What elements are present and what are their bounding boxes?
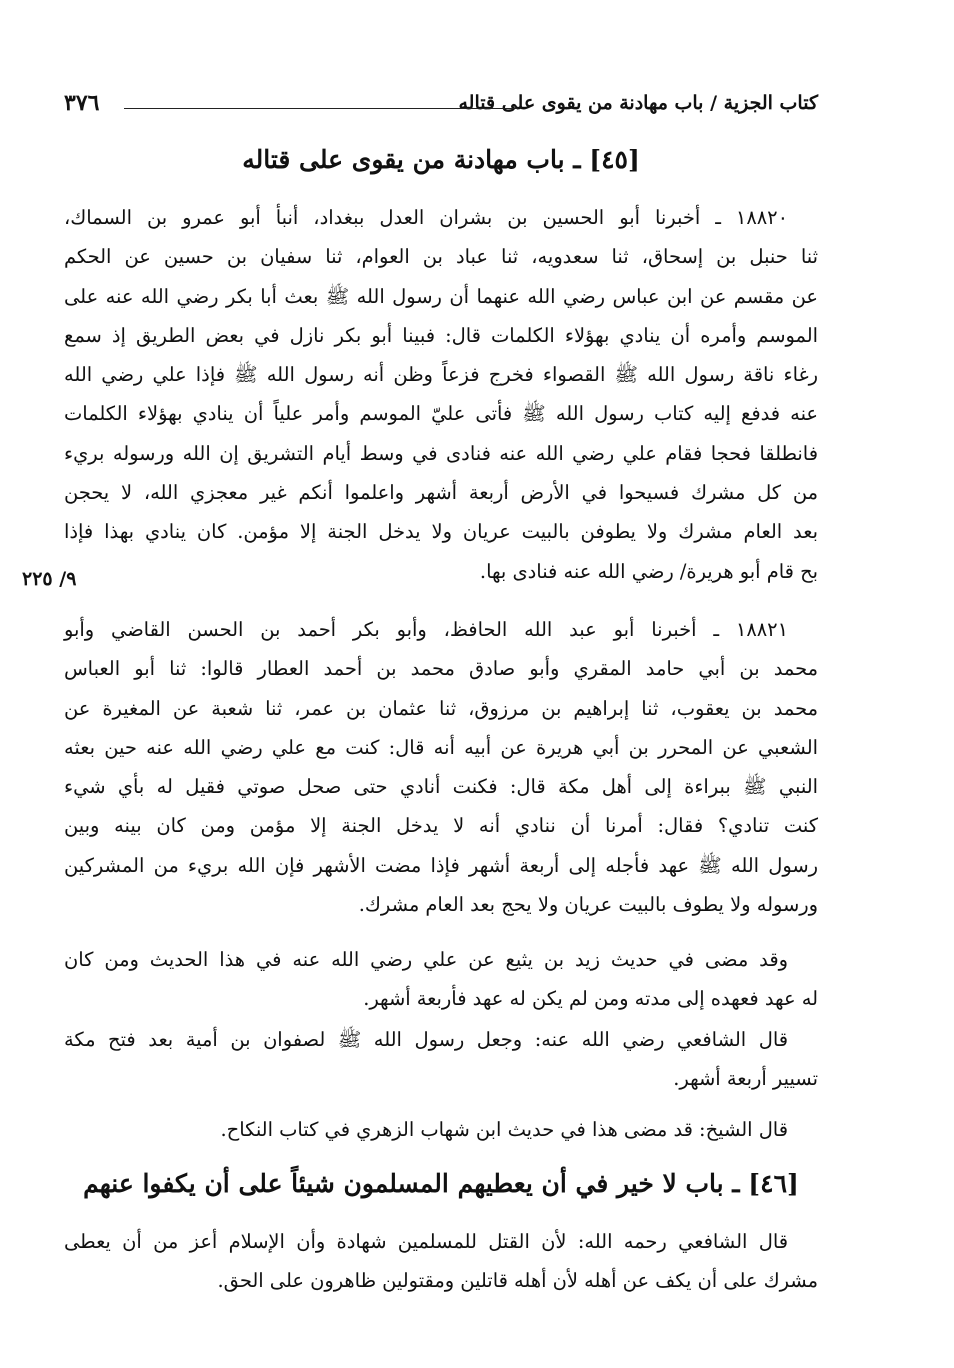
page-number: ٣٧٦ (64, 90, 100, 116)
note-paragraph (64, 1020, 818, 1099)
text-line: قال الشافعي رضي الله عنه: وجعل رسول الله ﷺ لصفوان بن أمية بعد فتح مكة (64, 1028, 788, 1051)
text-line: محمد بن يعقوب، ثنا إبراهيم بن مرزوق، ثنا عثمان بن عمر، ثنا شعبة عن المغيرة عن (64, 696, 818, 720)
text-line: من كل مشرك فسيحوا في الأرض أربعة أشهر واعلموا أنكم غير معجزي الله، لا يحجن (64, 481, 818, 505)
text-line: رسول الله ﷺ عهد فأجله إلى أربعة أشهر فإذا مضت الأشهر فإن الله بريء من المشركين (64, 853, 818, 877)
hadith-18820 (64, 198, 818, 591)
running-title: كتاب الجزية / باب مهادنة من يقوى على قتاله (458, 92, 818, 114)
page-header (64, 88, 818, 122)
text-line: بعد العام مشرك ولا يطوفن بالبيت عريان ولا يدخل الجنة إلا مؤمن. كان ينادي بهذا فإذا (64, 520, 818, 544)
text-line: عن مقسم عن ابن عباس رضي الله عنهما أن رسول الله ﷺ بعث أبا بكر رضي الله عنه على (64, 284, 818, 308)
text-line: وقد مضى في حديث زيد بن يثيع عن علي رضي الله عنه في هذا الحديث ومن كان (64, 948, 788, 971)
note-paragraph (64, 940, 818, 1019)
text-line: كنت تنادي؟ فقال: أمرنا أن ننادي أنه لا يدخل الجنة إلا مؤمن ومن كان بينه وبين (64, 814, 818, 838)
chapter-title-45: [٤٥] ـ باب مهادنة من يقوى على قتاله (242, 145, 640, 174)
text-line: النبي ﷺ ببراءة إلى أهل مكة قال: فكنت أنادي حتى صحل صوتي فقيل له بأي شيء (64, 775, 818, 799)
text-line: ثنا حنبل بن إسحاق، ثنا سعدويه، ثنا عباد بن العوام، ثنا سفيان بن حسين عن الحكم (64, 245, 818, 269)
text-line: ١٨٨٢١ ـ أخبرنا أبو عبد الله الحافظ، وأبو بكر أحمد بن الحسن القاضي وأبو (64, 618, 788, 641)
text-line: رغاء ناقة رسول الله ﷺ القصواء فخرج فزعاً وظن أنه رسول الله ﷺ فإذا علي رضي الله (64, 363, 818, 387)
text-line: فانطلقا فحجا فقام علي رضي الله عنه فنادى في وسط أيام التشريق إن الله ورسوله بريء (64, 441, 818, 465)
text-line: مشرك على أن يكف عن أهله لأن أهله قاتلين ومقتولين ظاهرون على الحق. (217, 1269, 818, 1293)
text-line: بح قام أبو هريرة/ رضي الله عنه فنادى بها. (479, 559, 818, 583)
text-line: تسيير أربعة أشهر. (673, 1067, 818, 1091)
note-paragraph (64, 1222, 818, 1301)
text-line: له عهد فعهده إلى مدته ومن لم يكن له عهد فأربعة أشهر. (363, 987, 818, 1011)
text-line: ورسوله ولا يطوف بالبيت عريان ولا يحج بعد العام مشرك. (358, 893, 818, 917)
note-paragraph (64, 1110, 818, 1149)
text-line: عنه فدفع إليه كتاب رسول الله ﷺ فأتى عليّ الموسم وأمر علياً أن ينادي بهؤلاء الكلمات (64, 402, 818, 426)
text-line: الشعبي عن المحرر بن أبي هريرة عن أبيه أنه قال: كنت مع علي رضي الله عنه حين بعثه (64, 735, 818, 759)
text-line: قال الشيخ: قد مضى هذا في حديث ابن شهاب الزهري في كتاب النكاح. (220, 1118, 788, 1141)
header-rule (124, 108, 518, 109)
text-line: محمد بن أبي حامد المقري وأبو صادق محمد بن أحمد العطار قالوا: ثنا أبو العباس (64, 657, 818, 681)
text-line: الموسم وأمره أن ينادي بهؤلاء الكلمات قال: فبينا أبو بكر نازل في بعض الطريق إذ سمع (64, 323, 818, 347)
hadith-18821 (64, 610, 818, 924)
margin-reference: ٩/ ٢٢٥ (22, 568, 77, 590)
text-line: ١٨٨٢٠ ـ أخبرنا أبو الحسين بن بشران العدل ببغداد، أنبأ أبو عمرو بن السماك، (64, 206, 788, 229)
chapter-title-46: [٤٦] ـ باب لا خير في أن يعطيهم المسلمون شيئاً على أن يكفوا عنهم (83, 1169, 799, 1198)
text-line: قال الشافعي رحمه الله: لأن القتل للمسلمين شهادة وأن الإسلام أعز من أن يعطى (64, 1230, 788, 1253)
